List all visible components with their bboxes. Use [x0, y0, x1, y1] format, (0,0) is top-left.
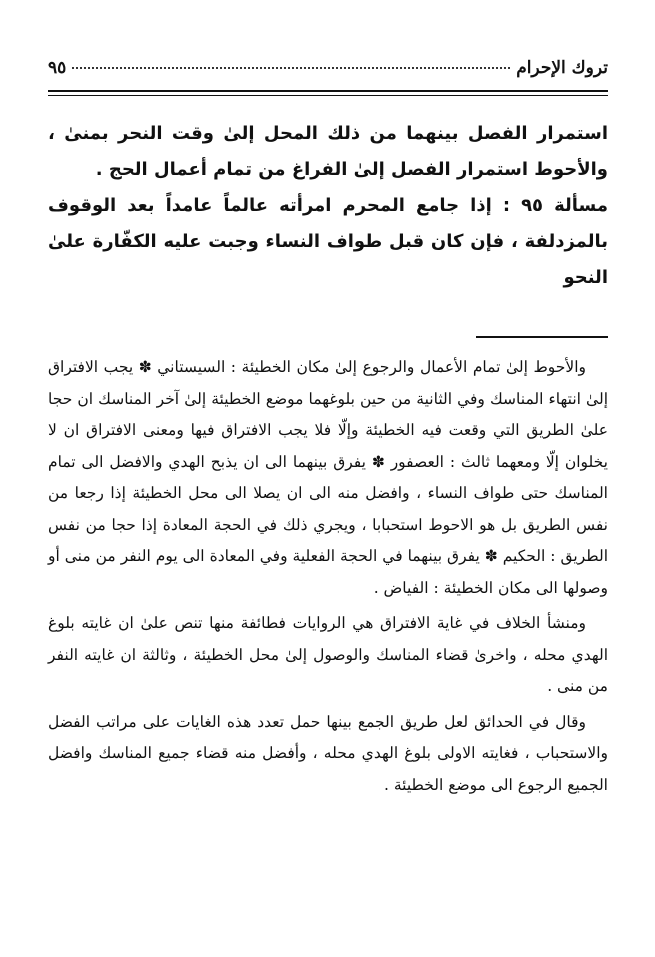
footnote-paragraph: وقال في الحدائق لعل طريق الجمع بينها حمل تعدد هذه الغايات على مراتب الفضل والاستحباب ، فغايته الاولى بلوغ الهدي محله ، وأفضل منه قضاء جميع المناسك وافضل الجميع الرجوع الى موضع الخطيئة .	[48, 712, 608, 794]
book-page	[48, 58, 608, 805]
footnote-paragraph: والأحوط إلىٰ تمام الأعمال والرجوع إلىٰ مكان الخطيئة : السيستاني ✽ يجب الافتراق إلىٰ انتهاء المناسك وفي الثانية من حين بلوغهما موضع الخطيئة إلىٰ آخر المناسك ان حجا علىٰ الطريق التي وقعت فيه الخطيئة وإلّا فلا يجب الافتراق فيها ومعنى الافتراق ان لا يخلوان إلّا ومعهما ثالث : العصفور ✽ يفرق بينهما الى ان يذبح الهدي والافضل الى تمام المناسك حتى طواف النساء ، وافضل منه الى ان يصلا الى محل الخطيئة إذا رجعا من نفس الطريق بل هو الاحوط استحبابا ، ويجري ذلك في الحجة المعادة إذا حجا من نفس الطريق : الحكيم ✽ يفرق بينهما في الحجة الفعلية وفي المعادة الى يوم النفر من منى أو وصولها الى مكان الخطيئة : الفياض .	[48, 358, 608, 597]
header-rule	[48, 90, 608, 96]
header-dot-leader	[72, 67, 510, 69]
page-number: ٩٥	[48, 58, 67, 78]
masala-paragraph	[48, 188, 608, 296]
main-paragraph: استمرار الفصل بينهما من ذلك المحل إلىٰ وقت النحر بمنىٰ ، والأحوط استمرار الفصل إلىٰ الفراغ من تمام أعمال الحج .	[48, 123, 608, 180]
masala-label: مسألة ٩٥ :	[502, 195, 608, 216]
running-header	[48, 58, 608, 84]
chapter-title: تروك الإحرام	[516, 58, 608, 78]
main-text	[48, 116, 608, 296]
footnote-separator	[476, 336, 608, 338]
footnote-paragraph: ومنشأ الخلاف في غاية الافتراق هي الروايات فطائفة منها تنص علىٰ ان غايته بلوغ الهدي محله ، واخرىٰ قضاء المناسك والوصول إلىٰ محل الخطيئة ، وثالثة ان غايته النفر من منى .	[48, 614, 608, 695]
masala-text: إذا جامع المحرم امرأته عالماً عامداً بعد الوقوف بالمزدلفة ، فإن كان قبل طواف النساء وجبت عليه الكفّارة علىٰ النحو	[48, 195, 608, 288]
footnotes	[48, 352, 608, 801]
